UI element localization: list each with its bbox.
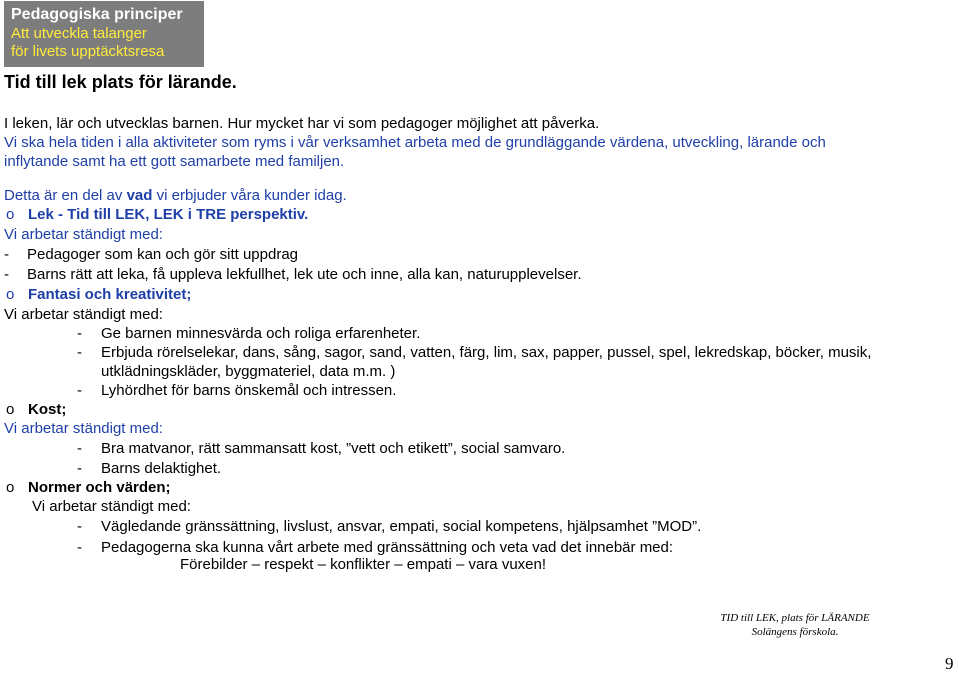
list-item: Vägledande gränssättning, livslust, ansvar, empati, social kompetens, hjälpsamhet ”MOD”. (101, 518, 702, 535)
header-subtitle-1: Att utveckla talanger (11, 25, 147, 42)
section-title-lek: Lek - Tid till LEK, LEK i TRE perspektiv. (28, 206, 309, 223)
section-bullet: o (6, 479, 15, 496)
offer-post: vi erbjuder våra kunder idag. (152, 187, 347, 204)
dash: - (4, 246, 9, 263)
offer-pre: Detta är en del av (4, 187, 127, 204)
section-bullet: o (6, 401, 15, 418)
section-title-normer: Normer och värden; (28, 479, 171, 496)
dash: - (77, 344, 82, 361)
dash: - (77, 325, 82, 342)
section-bullet: o (6, 206, 15, 223)
dash: - (77, 382, 82, 399)
list-item-continuation: utklädningskläder, byggmateriel, data m.m. ) (101, 363, 396, 380)
list-item: Bra matvanor, rätt sammansatt kost, ”vett och etikett”, social samvaro. (101, 440, 566, 457)
offer-bold: vad (126, 187, 153, 204)
section-intro: Vi arbetar ständigt med: (4, 420, 163, 437)
section-bullet: o (6, 286, 15, 303)
header-title: Pedagogiska principer (11, 6, 183, 23)
header-box (4, 1, 204, 67)
list-item-continuation: Förebilder – respekt – konflikter – empati – vara vuxen! (180, 556, 547, 573)
section-intro: Vi arbetar ständigt med: (32, 498, 191, 515)
list-item: Pedagogerna ska kunna vårt arbete med gränssättning och veta vad det innebär med: (101, 539, 674, 556)
dash: - (77, 460, 82, 477)
intro-line-1: I leken, lär och utvecklas barnen. Hur mycket har vi som pedagoger möjlighet att påverka. (4, 115, 600, 132)
dash: - (77, 539, 82, 556)
offer-line (4, 186, 347, 205)
section-title-kost: Kost; (28, 401, 67, 418)
section-title-fantasi: Fantasi och kreativitet; (28, 286, 192, 303)
dash: - (77, 518, 82, 535)
page-heading: Tid till lek plats för lärande. (4, 72, 237, 92)
intro-line-2: Vi ska hela tiden i alla aktiviteter som ryms i vår verksamhet arbeta med de grundläggande värdena, utveckling, lärande och (4, 134, 826, 151)
footer-line-1: TID till LEK, plats för LÄRANDE (720, 612, 870, 624)
list-item: Barns rätt att leka, få uppleva lekfullhet, lek ute och inne, alla kan, naturupplevelser. (27, 266, 582, 283)
page-number: 9 (945, 654, 954, 673)
footer-line-2: Solängens förskola. (751, 626, 839, 638)
dash: - (4, 266, 9, 283)
list-item: Ge barnen minnesvärda och roliga erfarenheter. (101, 325, 421, 342)
intro-line-3: inflytande samt ha ett gott samarbete med familjen. (4, 153, 345, 170)
dash: - (77, 440, 82, 457)
list-item: Lyhördhet för barns önskemål och intressen. (101, 382, 397, 399)
section-intro: Vi arbetar ständigt med: (4, 306, 163, 323)
footer (700, 611, 890, 639)
list-item: Barns delaktighet. (101, 460, 222, 477)
list-item: Pedagoger som kan och gör sitt uppdrag (27, 246, 299, 263)
section-intro: Vi arbetar ständigt med: (4, 226, 163, 243)
header-subtitle-2: för livets upptäcktsresa (11, 43, 165, 60)
list-item: Erbjuda rörelselekar, dans, sång, sagor, sand, vatten, färg, lim, sax, papper, pussel, spel, lekredskap, böcker, musik, (101, 344, 872, 361)
